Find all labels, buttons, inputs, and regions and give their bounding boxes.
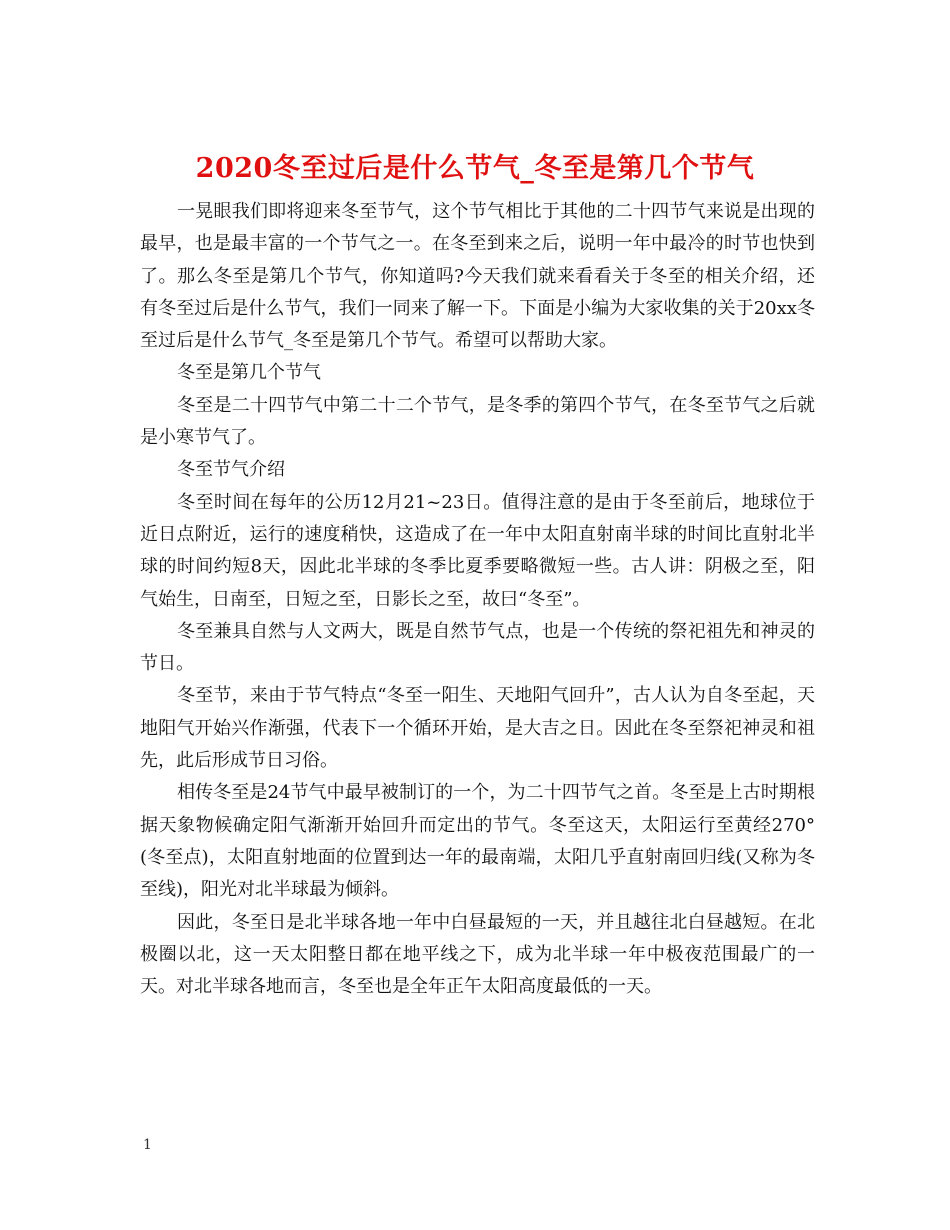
body-paragraph: 冬至兼具自然与人文两大，既是自然节气点，也是一个传统的祭祀祖先和神灵的节日。 bbox=[140, 620, 815, 675]
document-body bbox=[140, 196, 815, 1003]
body-paragraph: 冬至时间在每年的公历12月21~23日。值得注意的是由于冬至前后，地球位于近日点附近，运行的速度稍快，这造成了在一年中太阳直射南半球的时间比直射北半球的时间约短8天，因此北半球的冬季比夏季要略微短一些。古人讲：阴极之至，阳气始生，日南至，日短之至，日影长之至，故曰“冬至”。 bbox=[140, 491, 815, 610]
body-paragraph: 冬至是二十四节气中第二十二个节气，是冬季的第四个节气，在冬至节气之后就是小寒节气了。 bbox=[140, 394, 815, 449]
page-title: 2020冬至过后是什么节气_冬至是第几个节气 bbox=[195, 153, 755, 185]
body-paragraph: 冬至节，来由于节气特点“冬至一阳生、天地阳气回升”，古人认为自冬至起，天地阳气开始兴作渐强，代表下一个循环开始，是大吉之日。因此在冬至祭祀神灵和祖先，此后形成节日习俗。 bbox=[140, 685, 815, 772]
page-number: 1 bbox=[143, 1137, 152, 1153]
section-heading-introduction: 冬至节气介绍 bbox=[177, 459, 285, 481]
section-heading-which-term: 冬至是第几个节气 bbox=[177, 362, 321, 384]
intro-paragraph: 一晃眼我们即将迎来冬至节气，这个节气相比于其他的二十四节气来说是出现的最早，也是最丰富的一个节气之一。在冬至到来之后，说明一年中最冷的时节也快到了。那么冬至是第几个节气，你知道吗?今天我们就来看看关于冬至的相关介绍，还有冬至过后是什么节气，我们一同来了解一下。下面是小编为大家收集的关于20xx冬至过后是什么节气_冬至是第几个节气。希望可以帮助大家。 bbox=[140, 201, 815, 352]
body-paragraph: 相传冬至是24节气中最早被制订的一个，为二十四节气之首。冬至是上古时期根据天象物候确定阳气渐渐开始回升而定出的节气。冬至这天，太阳运行至黄经270°(冬至点)，太阳直射地面的位置到达一年的最南端，太阳几乎直射南回归线(又称为冬至线)，阳光对北半球最为倾斜。 bbox=[140, 782, 815, 901]
body-paragraph: 因此，冬至日是北半球各地一年中白昼最短的一天，并且越往北白昼越短。在北极圈以北，这一天太阳整日都在地平线之下，成为北半球一年中极夜范围最广的一天。对北半球各地而言，冬至也是全年正午太阳高度最低的一天。 bbox=[140, 911, 815, 998]
